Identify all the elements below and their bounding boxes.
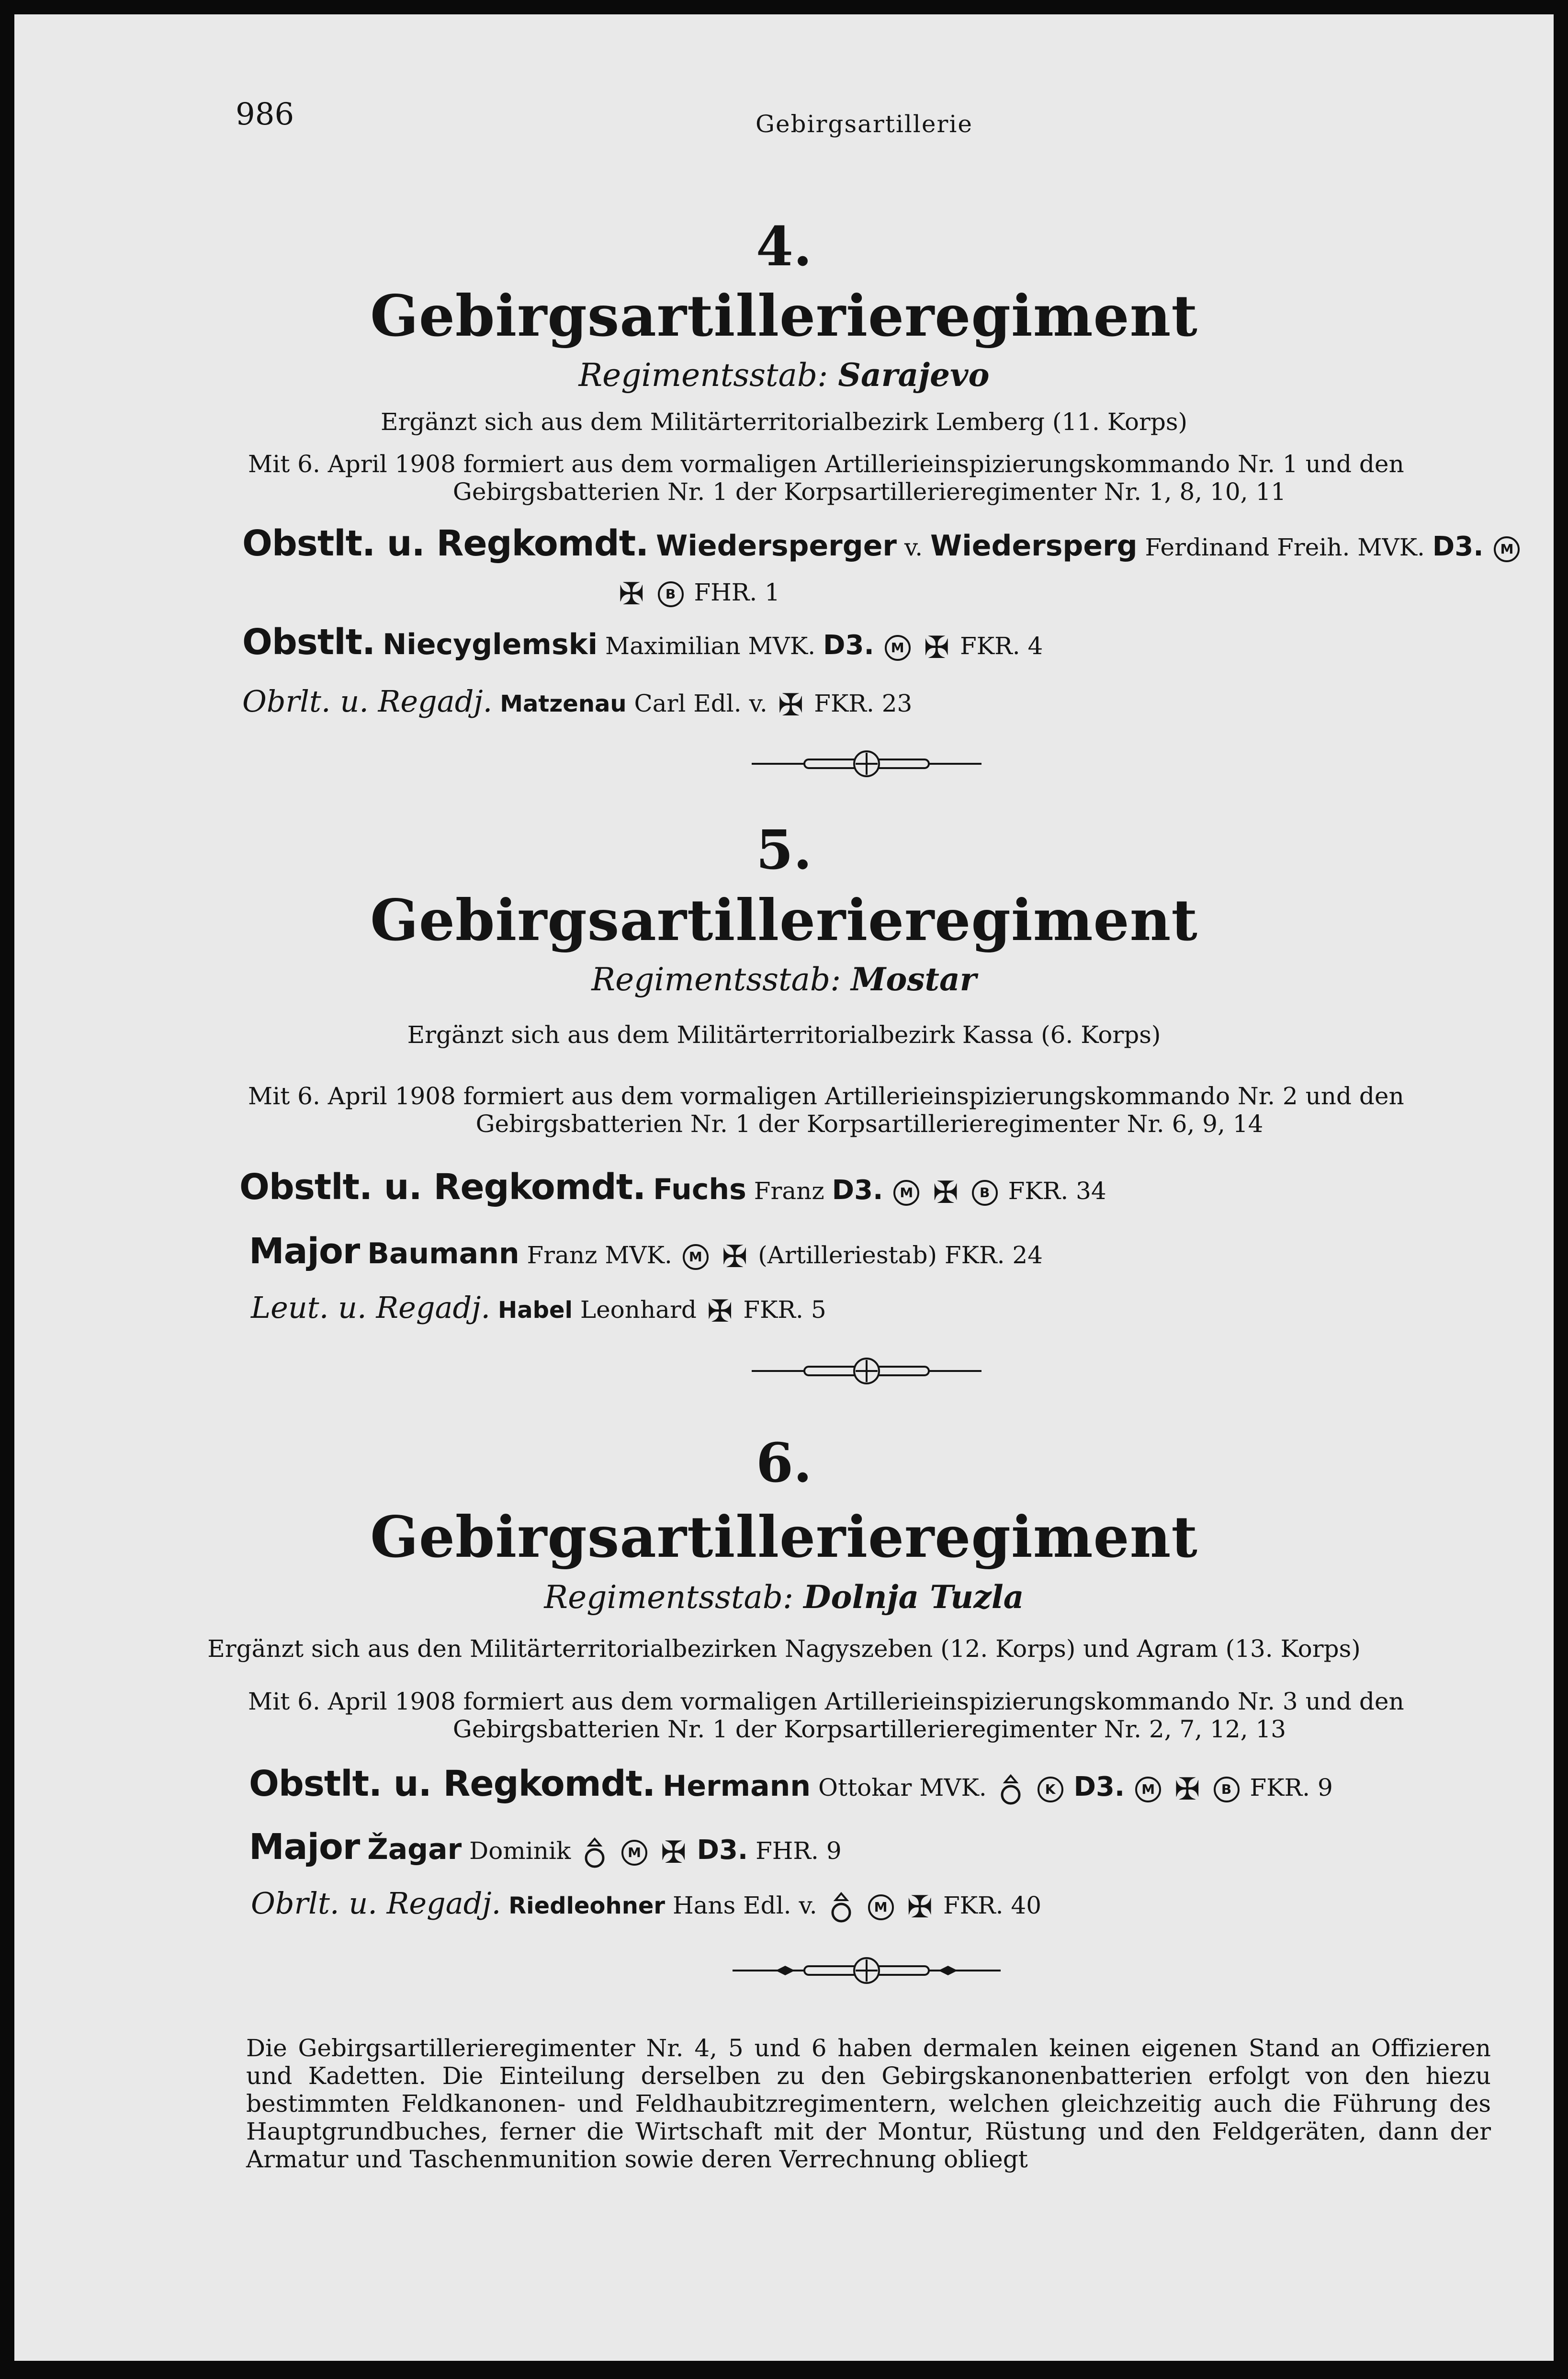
formation-line: Mit 6. April 1908 formiert aus dem vormaligen Artillerieinspizierungskommando Nr. 1 und den (248, 450, 1404, 478)
formation-text (248, 450, 1491, 506)
officer-row: Obstlt. u. Regkomdt. Fuchs Franz D3. M ✠ B FKR. 34 (239, 1167, 1106, 1211)
formation-text (248, 1688, 1491, 1743)
medal-m-icon: M (893, 1180, 919, 1206)
formation-text (248, 1082, 1491, 1138)
formation-line: Gebirgsbatterien Nr. 1 der Korpsartillerieregimenter Nr. 1, 8, 10, 11 (452, 478, 1286, 506)
ornament-divider (752, 1349, 981, 1393)
officer-row-continued: ✠ B FHR. 1 (619, 577, 780, 612)
decoration-ring-icon (998, 1773, 1023, 1806)
section-title: Gebirgsartillerieregiment (370, 283, 1198, 349)
medal-m-icon: M (885, 635, 911, 661)
cross-icon: ✠ (660, 1835, 687, 1870)
regimental-staff: Regimentsstab: Dolnja Tuzla (544, 1578, 1024, 1616)
officer-row: Major Žagar Dominik M ✠ D3. FHR. 9 (249, 1826, 842, 1870)
section-number: 6. (756, 1432, 812, 1495)
page (14, 14, 1554, 2361)
officer-row: Obstlt. u. Regkomdt. Wiedersperger v. Wiedersperg Ferdinand Freih. MVK. D3. M (242, 523, 1523, 564)
complement-text: Ergänzt sich aus den Militärterritorialbezirken Nagyszeben (12. Korps) und Agram (13. Korps) (207, 1635, 1361, 1663)
medal-m-icon: M (683, 1244, 709, 1270)
ornament-divider (752, 742, 981, 785)
complement-text: Ergänzt sich aus dem Militärterritorialbezirk Kassa (6. Korps) (407, 1021, 1161, 1049)
medal-b-icon: B (1214, 1777, 1240, 1802)
medal-k-icon: K (1038, 1777, 1063, 1802)
footnote: Die Gebirgsartillerieregimenter Nr. 4, 5 und 6 haben dermalen keinen eigenen Stand an Offizieren und Kadetten. Die Einteilung derselben zu den Gebirgskanonenbatterien erfolgt von den hiezu bestimmten Feldkanonen- und Feldhaubitzregimentern, welchen gleichzeitig auch die Führung des Hauptgrundbuches, ferner die Wirtschaft mit der Montur, Rüstung und den Feldgeräten, dann der Armatur und Taschenmunition sowie deren Verrechnung obliegt (246, 2034, 1491, 2173)
ornament-divider (733, 1949, 1001, 1992)
officer-row: Obstlt. u. Regkomdt. Hermann Ottokar MVK. K D3. M ✠ B FKR. 9 (249, 1763, 1333, 1807)
cross-icon: ✠ (707, 1294, 733, 1329)
complement-text: Ergänzt sich aus dem Militärterritorialbezirk Lemberg (11. Korps) (380, 408, 1188, 436)
decoration-ring-icon (829, 1891, 854, 1924)
officer-row: Leut. u. Regadj. Habel Leonhard ✠ FKR. 5 (251, 1290, 826, 1329)
medal-m-icon: M (1494, 536, 1520, 562)
officer-row: Obrlt. u. Regadj. Matzenau Carl Edl. v. ✠ FKR. 23 (242, 684, 913, 723)
medal-m-icon: M (1135, 1777, 1161, 1802)
regimental-staff: Regimentsstab: Mostar (591, 961, 977, 998)
cross-icon: ✠ (907, 1890, 933, 1925)
cross-icon: ✠ (1174, 1772, 1200, 1807)
regimental-staff: Regimentsstab: Sarajevo (578, 356, 990, 394)
section-number: 4. (756, 215, 812, 278)
formation-line: Mit 6. April 1908 formiert aus dem vormaligen Artillerieinspizierungskommando Nr. 2 und den (248, 1082, 1404, 1110)
officer-row: Obrlt. u. Regadj. Riedleohner Hans Edl. v. M ✠ FKR. 40 (251, 1886, 1042, 1925)
medal-m-icon: M (621, 1840, 647, 1866)
cross-icon: ✠ (778, 688, 804, 723)
section-number: 5. (756, 819, 812, 882)
formation-line: Gebirgsbatterien Nr. 1 der Korpsartillerieregimenter Nr. 2, 7, 12, 13 (452, 1715, 1286, 1743)
section-title: Gebirgsartillerieregiment (370, 1504, 1198, 1570)
running-title: Gebirgsartillerie (756, 110, 973, 138)
medal-m-icon: M (868, 1894, 894, 1920)
section-title: Gebirgsartillerieregiment (370, 887, 1198, 953)
cross-icon: ✠ (933, 1175, 959, 1211)
formation-line: Gebirgsbatterien Nr. 1 der Korpsartillerieregimenter Nr. 6, 9, 14 (475, 1110, 1263, 1138)
cross-icon: ✠ (619, 577, 644, 612)
page-number: 986 (236, 97, 294, 132)
formation-line: Mit 6. April 1908 formiert aus dem vormaligen Artillerieinspizierungskommando Nr. 3 und den (248, 1688, 1404, 1715)
medal-b-icon: B (972, 1180, 998, 1206)
cross-icon: ✠ (924, 630, 950, 666)
officer-row: Obstlt. Niecyglemski Maximilian MVK. D3. M ✠ FKR. 4 (242, 622, 1043, 666)
cross-icon: ✠ (722, 1239, 748, 1275)
officer-row: Major Baumann Franz MVK. M ✠ (Artilleriestab) FKR. 24 (249, 1231, 1043, 1275)
decoration-ring-icon (582, 1836, 607, 1869)
medal-b-icon: B (658, 581, 684, 607)
